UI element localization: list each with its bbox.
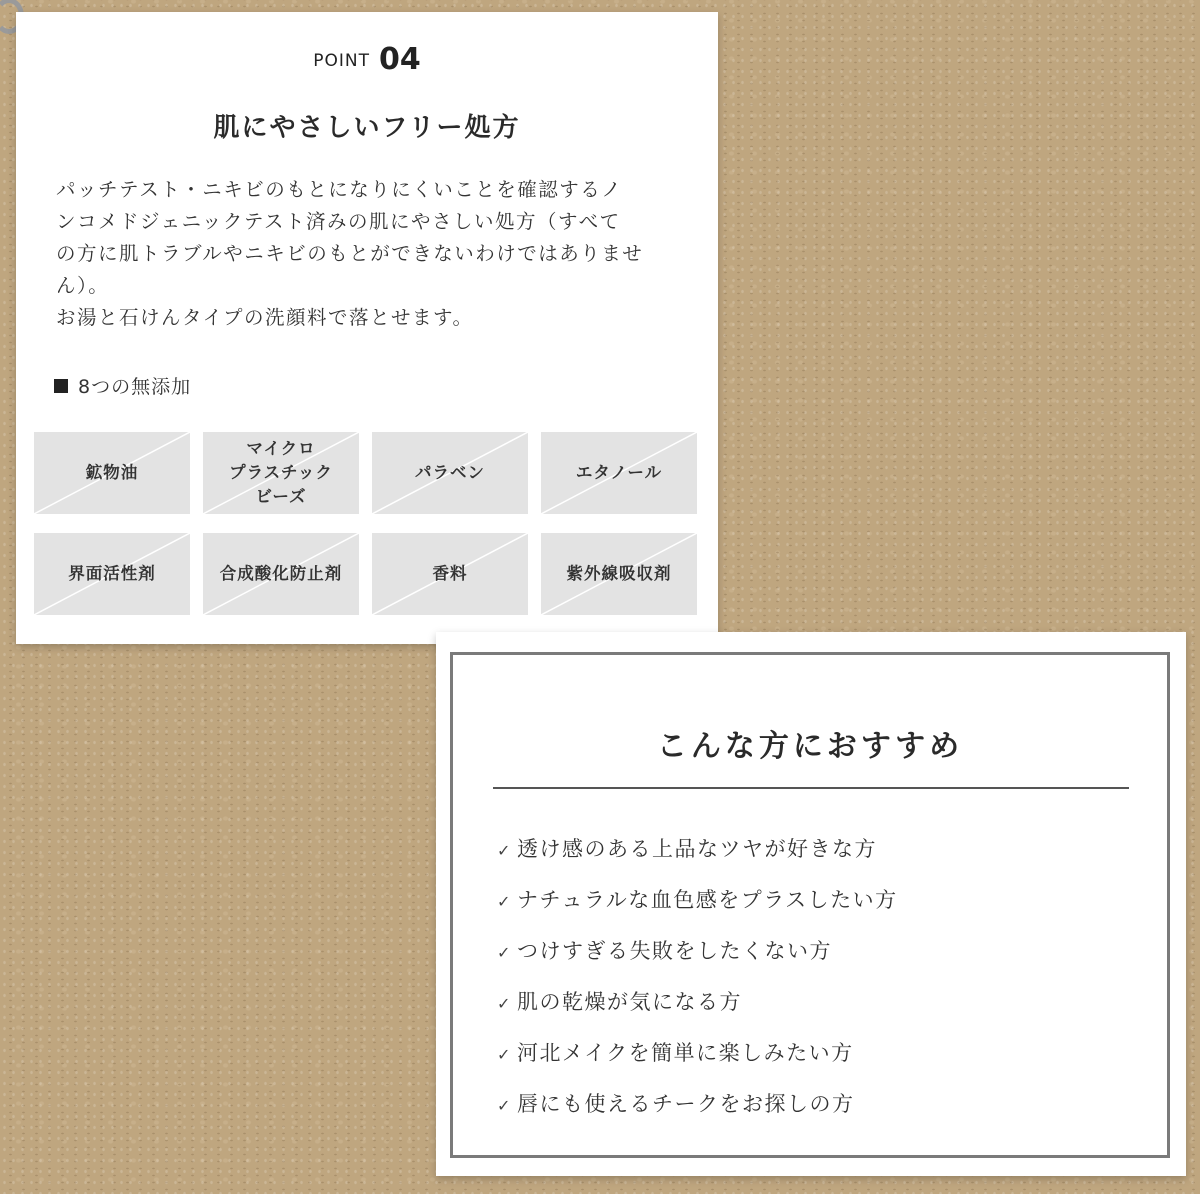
check-icon: ✓	[497, 943, 512, 962]
list-item	[497, 1037, 898, 1088]
additive-heading	[54, 372, 191, 399]
additive-cell	[372, 533, 528, 615]
additive-cell	[372, 432, 528, 514]
description	[56, 174, 696, 334]
list-item	[497, 986, 898, 1037]
additive-heading-text: 8つの無添加	[78, 376, 192, 398]
additive-cell	[203, 432, 359, 514]
additive-cell	[541, 533, 697, 615]
list-item-text: つけすぎる失敗をしたくない方	[517, 939, 832, 963]
recommend-title: こんな方におすすめ	[656, 729, 964, 764]
square-bullet-icon	[54, 379, 68, 393]
additive-label: 鉱物油	[85, 463, 139, 482]
check-icon: ✓	[497, 994, 512, 1013]
list-item-text: 透け感のある上品なツヤが好きな方	[517, 837, 877, 861]
additive-label: 紫外線吸収剤	[566, 564, 672, 583]
feature-title: 肌にやさしいフリー処方	[213, 113, 521, 143]
list-item-text: 肌の乾燥が気になる方	[517, 990, 742, 1014]
check-icon: ✓	[497, 1045, 512, 1064]
additive-label: 合成酸化防止剤	[219, 564, 343, 583]
description-line: ンコメドジェニックテスト済みの肌にやさしい処方（すべて	[56, 210, 621, 233]
list-item-text: 河北メイクを簡単に楽しみたい方	[517, 1041, 854, 1065]
additive-label: 香料	[432, 564, 468, 583]
check-icon: ✓	[497, 841, 512, 860]
additive-label: 界面活性剤	[68, 564, 156, 583]
additive-label: エタノール	[575, 463, 663, 482]
list-item-text: 唇にも使えるチークをお探しの方	[517, 1092, 855, 1116]
list-item-text: ナチュラルな血色感をプラスしたい方	[517, 888, 898, 912]
list-item	[497, 884, 898, 935]
divider	[493, 787, 1129, 789]
additive-cell	[34, 533, 190, 615]
additive-label: マイクロ プラスチック ビーズ	[229, 439, 333, 506]
additive-cell	[541, 432, 697, 514]
point-card	[16, 12, 718, 644]
point-label: POINT	[313, 51, 370, 71]
recommend-list	[497, 833, 898, 1139]
list-item	[497, 1088, 898, 1139]
additive-cell	[203, 533, 359, 615]
recommend-frame	[450, 652, 1170, 1158]
additive-label: パラベン	[415, 463, 485, 482]
point-heading	[16, 42, 718, 77]
list-item	[497, 833, 898, 884]
list-item	[497, 935, 898, 986]
point-number: 04	[379, 42, 421, 77]
description-line: パッチテスト・ニキビのもとになりにくいことを確認するノ	[56, 178, 623, 201]
description-line: の方に肌トラブルやニキビのもとができないわけではありませ	[56, 242, 644, 265]
recommend-card	[436, 632, 1186, 1176]
description-line: お湯と石けんタイプの洗顔料で落とせます。	[56, 306, 474, 329]
check-icon: ✓	[497, 892, 512, 911]
check-icon: ✓	[497, 1096, 512, 1115]
additive-cell	[34, 432, 190, 514]
additive-grid	[34, 432, 697, 615]
description-line: ん）。	[56, 274, 110, 297]
